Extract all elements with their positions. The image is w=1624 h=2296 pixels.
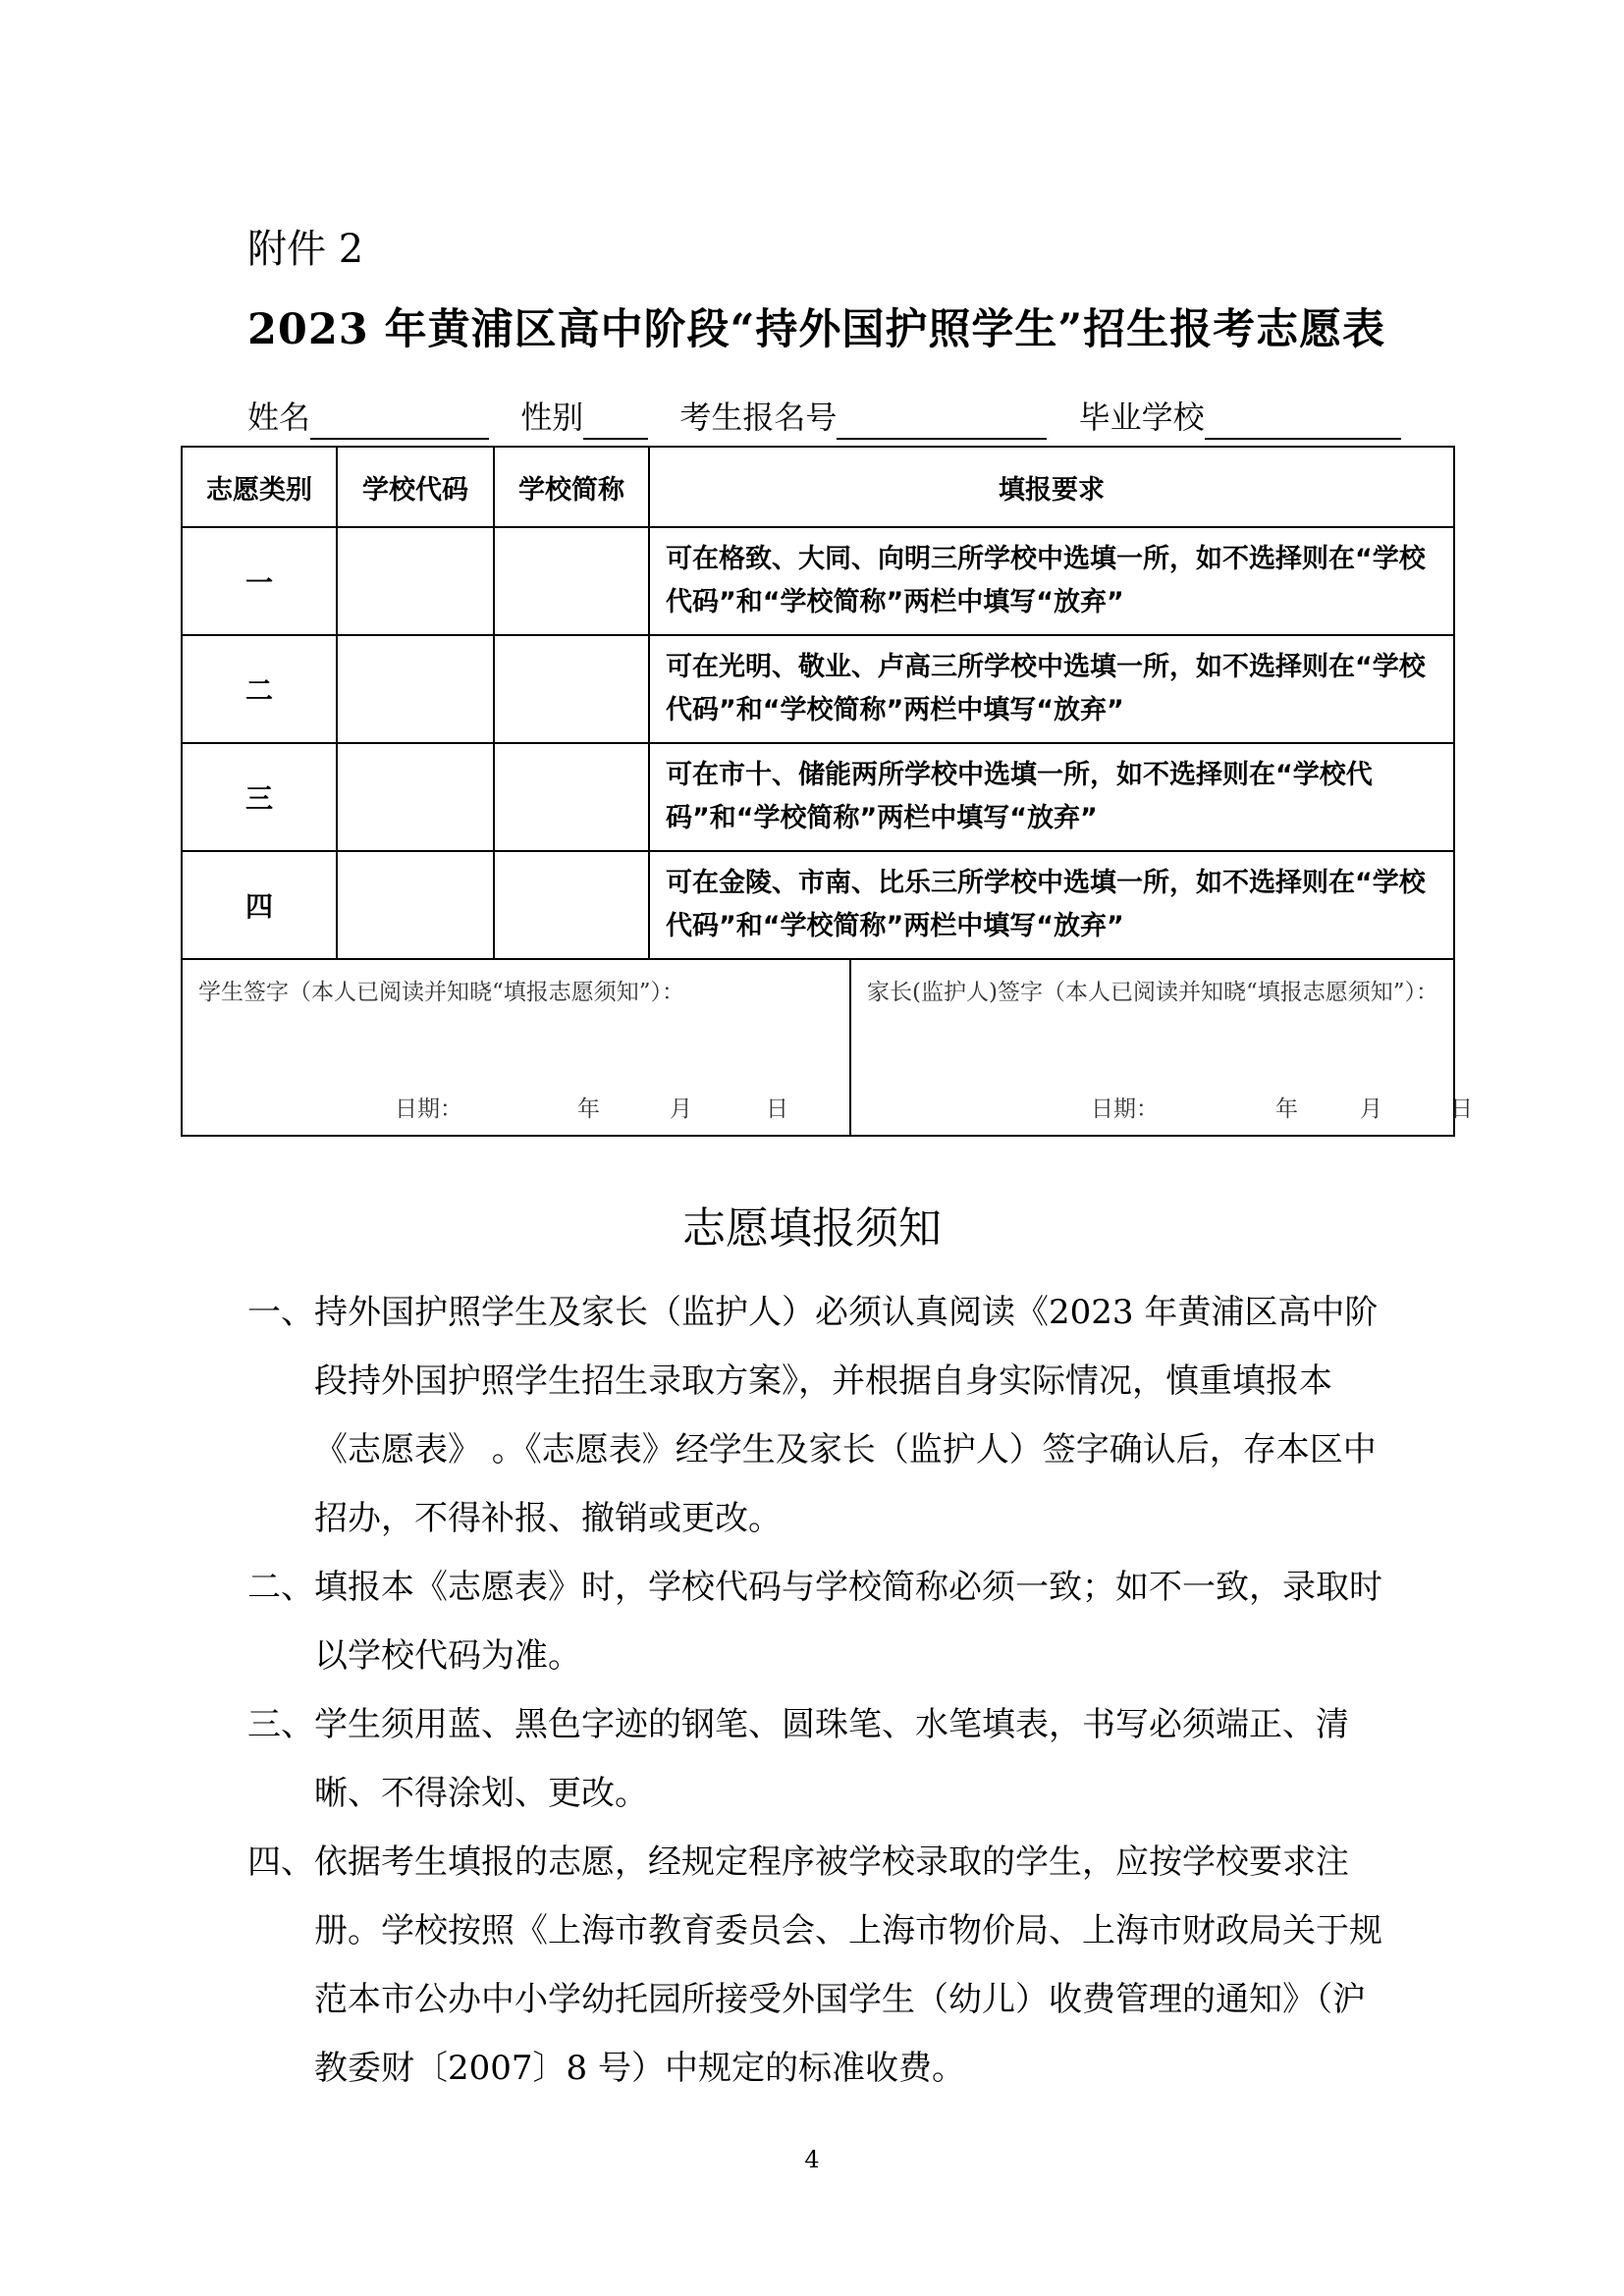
requirement-cell: 可在市十、储能两所学校中选填一所，如不选择则在“学校代码”和“学校简称”两栏中填写“放弃”: [649, 743, 1454, 851]
row-category: 四: [182, 851, 337, 959]
month-label: 月: [670, 1096, 692, 1122]
day-label: 日: [1450, 1096, 1473, 1122]
year-label: 年: [577, 1096, 600, 1122]
notice-item-number: 一、: [247, 1293, 314, 1332]
gender-field[interactable]: [583, 400, 648, 440]
notice-item-number: 三、: [247, 1705, 314, 1744]
school-code-cell[interactable]: [337, 851, 494, 959]
notice-item: [247, 1278, 1396, 1553]
graduate-school-label: 毕业学校: [1078, 399, 1205, 436]
school-code-cell[interactable]: [337, 527, 494, 635]
student-signature-cell[interactable]: [182, 959, 850, 1136]
year-label: 年: [1275, 1096, 1298, 1122]
row-category: 三: [182, 743, 337, 851]
table-header-row: [182, 447, 1454, 527]
header-category: 志愿类别: [182, 447, 337, 527]
school-short-name-cell[interactable]: [494, 743, 649, 851]
notice-item: [247, 1828, 1396, 2103]
requirement-cell: 可在金陵、市南、比乐三所学校中选填一所，如不选择则在“学校代码”和“学校简称”两栏中填写“放弃”: [649, 851, 1454, 959]
school-code-cell[interactable]: [337, 743, 494, 851]
notice-item-text: 填报本《志愿表》时，学校代码与学校简称必须一致；如不一致，录取时以学校代码为准。: [314, 1568, 1382, 1676]
exam-number-label: 考生报名号: [679, 399, 838, 436]
preference-table: [181, 446, 1473, 1137]
school-short-name-cell[interactable]: [494, 851, 649, 959]
school-short-name-cell[interactable]: [494, 635, 649, 743]
date-label: 日期：: [1091, 1096, 1159, 1122]
notice-item: [247, 1690, 1396, 1828]
attachment-label: 附件 2: [247, 227, 364, 272]
notice-item-number: 二、: [247, 1568, 314, 1607]
row-category: 二: [182, 635, 337, 743]
name-field[interactable]: [310, 400, 489, 440]
notice-title: 志愿填报须知: [682, 1203, 942, 1254]
gender-label: 性别: [520, 399, 584, 436]
notice-item-text: 依据考生填报的志愿，经规定程序被学校录取的学生，应按学校要求注册。学校按照《上海市教育委员会、上海市物价局、上海市财政局关于规范本市公办中小学幼托园所接受外国学生（幼儿）收费管理的通知》（沪教委财〔2007〕8 号）中规定的标准收费。: [314, 1842, 1382, 2088]
form-title: 2023 年黄浦区高中阶段“持外国护照学生”招生报考志愿表: [247, 305, 1386, 354]
applicant-info-line: [247, 395, 1401, 440]
parent-signature-cell[interactable]: [850, 959, 1473, 1136]
header-school-short-name: 学校简称: [494, 447, 649, 527]
requirement-cell: 可在格致、大同、向明三所学校中选填一所，如不选择则在“学校代码”和“学校简称”两栏中填写“放弃”: [649, 527, 1454, 635]
notice-item-number: 四、: [247, 1842, 314, 1882]
notice-item-text: 学生须用蓝、黑色字迹的钢笔、圆珠笔、水笔填表，书写必须端正、清晰、不得涂划、更改。: [314, 1705, 1349, 1813]
school-short-name-cell[interactable]: [494, 527, 649, 635]
table-row: [182, 851, 1454, 959]
page-number: 4: [804, 2146, 820, 2173]
day-label: 日: [766, 1096, 788, 1122]
month-label: 月: [1360, 1096, 1382, 1122]
student-signature-label: 学生签字（本人已阅读并知晓“填报志愿须知”）：: [198, 980, 685, 1005]
header-school-code: 学校代码: [337, 447, 494, 527]
notice-item-text: 持外国护照学生及家长（监护人）必须认真阅读《2023 年黄浦区高中阶段持外国护照学生招生录取方案》，并根据自身实际情况，慎重填报本《志愿表》 。《志愿表》经学生及家长（监护人）签字确认后，存本区中招办，不得补报、撤销或更改。: [314, 1293, 1379, 1538]
school-code-cell[interactable]: [337, 635, 494, 743]
graduate-school-field[interactable]: [1205, 400, 1401, 440]
row-category: 一: [182, 527, 337, 635]
table-row: [182, 527, 1454, 635]
notice-item: [247, 1553, 1396, 1690]
signature-row: [182, 959, 1454, 1136]
date-label: 日期：: [395, 1096, 462, 1122]
name-label: 姓名: [247, 399, 311, 436]
exam-number-field[interactable]: [837, 400, 1047, 440]
table-row: [182, 635, 1454, 743]
requirement-cell: 可在光明、敬业、卢高三所学校中选填一所，如不选择则在“学校代码”和“学校简称”两栏中填写“放弃”: [649, 635, 1454, 743]
header-requirement: 填报要求: [649, 447, 1454, 527]
parent-signature-label: 家长(监护人)签字（本人已阅读并知晓“填报志愿须知”）：: [867, 980, 1438, 1005]
table-row: [182, 743, 1454, 851]
